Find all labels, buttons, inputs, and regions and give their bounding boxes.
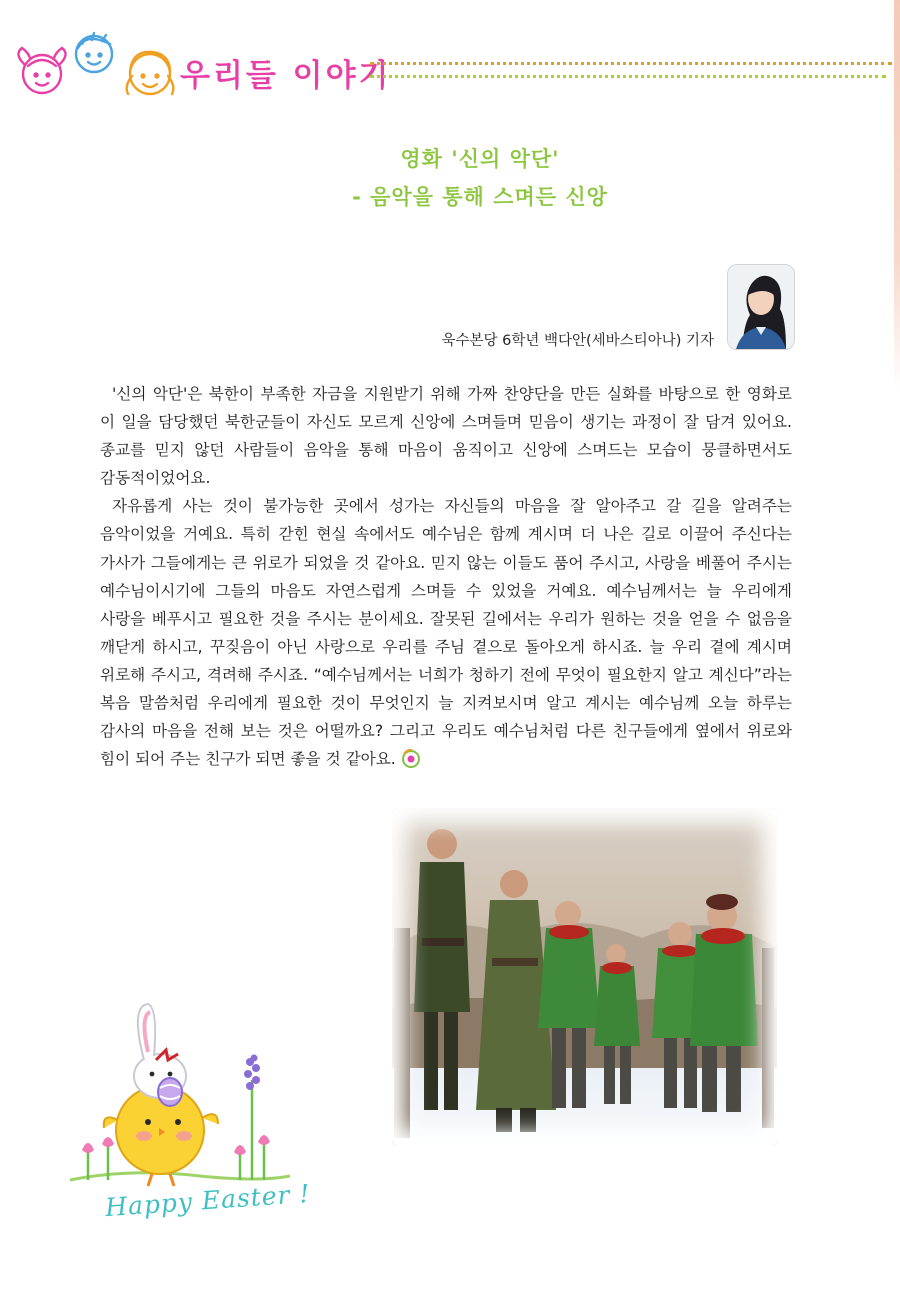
section-title-part1: 우리들 <box>180 58 279 94</box>
dotted-rule-green <box>370 75 886 78</box>
reporter-photo <box>727 264 795 350</box>
movie-still-image <box>392 808 777 1146</box>
article-title-line1: 영화 '신의 악단' <box>400 147 560 171</box>
reporter-portrait-icon <box>728 265 794 349</box>
kids-faces-icon <box>12 26 182 102</box>
body-paragraph: '신의 악단'은 북한이 부족한 자금을 지원받기 위해 가짜 찬양단을 만든 실화를 바탕으로 한 영화로 이 일을 담당했던 북한군들이 자신도 모르게 신앙에 스며들며 믿음이 생기는 과정이 잘 담겨 있어요. 종교를 믿지 않던 사람들이 음악을 통해 마음이 움직이고 신앙에 스며드는 모습이 뭉클하면서도 감동적이었어요. <box>100 385 792 488</box>
body-paragraph <box>100 492 792 773</box>
article-title <box>300 140 660 216</box>
end-mark-icon <box>400 748 422 768</box>
section-title <box>180 50 391 95</box>
dotted-rule-orange <box>370 62 892 65</box>
happy-easter-text: Happy Easter ! <box>104 1178 312 1223</box>
reporter-byline: 욱수본당 6학년 백다안(세바스티아나) 기자 <box>441 333 714 349</box>
body-paragraph-text: 자유롭게 사는 것이 불가능한 곳에서 성가는 자신들의 마음을 잘 알아주고 갈 길을 알려주는 음악이었을 거예요. 특히 갇힌 현실 속에서도 예수님은 함께 계시며 더 나은 길로 이끌어 주신다는 가사가 그들에게는 큰 위로가 되었을 것 같아요. 믿지 않는 이들도 품어 주시고, 사랑을 베풀어 주시는 예수님이시기에 그들의 마음도 자연스럽게 스며들 수 있었을 거예요. 예수님께서는 늘 우리에게 사랑을 베푸시고 필요한 것을 주시는 분이세요. 잘못된 길에서는 우리가 원하는 것을 얻을 수 없음을 깨닫게 하시고, 꾸짖음이 아닌 사랑으로 우리를 주님 곁으로 돌아오게 하시죠. 늘 우리 곁에 계시며 위로해 주시고, 격려해 주시죠. “예수님께서는 너희가 청하기 전에 무엇이 필요한지 알고 계신다”라는 복음 말씀처럼 우리에게 필요한 것이 무엇인지 늘 지켜보시며 알고 계시는 예수님께 오늘 하루는 감사의 마음을 전해 보는 것은 어떨까요? 그리고 우리도 예수님처럼 다른 친구들에게 옆에서 위로와 힘이 되어 주는 친구가 되면 좋을 것 같아요. <box>100 497 792 769</box>
page-edge-strip <box>894 0 900 1302</box>
movie-scene-illustration <box>392 808 777 1146</box>
article-body <box>100 380 792 773</box>
section-title-part2: 이야기 <box>292 58 392 94</box>
section-header <box>0 0 900 110</box>
article-title-line2: - 음악을 통해 스며든 신앙 <box>352 185 608 209</box>
